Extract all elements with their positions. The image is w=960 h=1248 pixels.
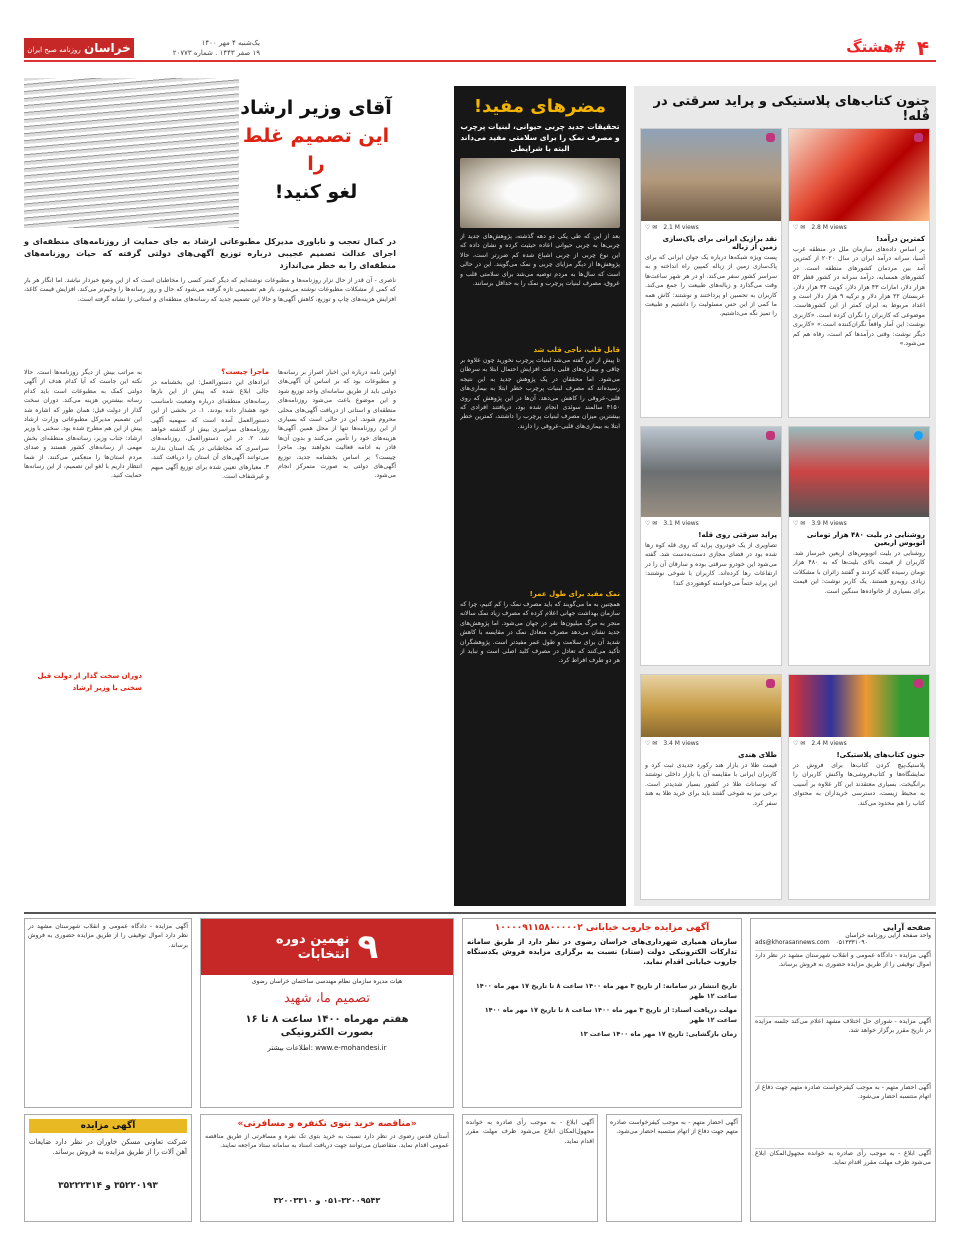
notice-item: آگهی احضار متهم - به موجب کیفرخواست صادره متهم جهت دفاع از اتهام منتسبه احضار می‌شود. <box>755 1082 931 1148</box>
layout-header: صفحه آرایی <box>882 923 931 932</box>
views-count: 3.9 M views <box>811 519 847 527</box>
post-card[interactable] <box>788 426 930 666</box>
health-intro: بعد از این که طی یکی دو دهه گذشته، پژوهش‌های جدید از چربی‌ها به چربی حیوانی اعاده حیثیت کرده و نشان داده که این نوع چربی از چربی اشباع شده کم ضررتر است، حالا پژوهش‌ها از دیگر مزایای چربی و نمک می‌گویند. این در حالی است که سال‌ها به مردم توصیه می‌شد برای سلامتی قلب و عروق، مصرف لبنیات پرچرب و نمک را به حداقل برسانند. <box>460 233 620 288</box>
auction-date-1: تاریخ انتشار در سامانه: از تاریخ ۳ مهر ماه ۱۴۰۰ ساعت ۸ تا تاریخ ۱۷ مهر ماه ۱۴۰۰ ساعت ۱۲ ظهر <box>475 982 737 1000</box>
notice-item: آگهی ابلاغ - به موجب رأی صادره به خوانده مجهول‌المکان ابلاغ می‌شود ظرف مهلت مقرر اقدام نماید. <box>755 1148 931 1208</box>
election-mode: بصورت الکترونیکی <box>280 1027 374 1038</box>
health-title: مضرهای مفید! <box>473 96 607 117</box>
health-column <box>454 86 626 906</box>
notice-item: آگهی مزایده - شورای حل اختلاف مشهد اعلام می‌کند جلسه مزایده در تاریخ مقرر برگزار خواهد شد. <box>755 1016 931 1082</box>
instagram-icon <box>766 679 775 688</box>
hashtag-column <box>634 86 936 906</box>
col-right-text: اولین نامه درباره این اخبار اصرار بر رسانه‌ها و مطبوعات بود که بر اساس آن آگهی‌های دولتی باید از طریق سامانه‌ای واحد توزیع شود و این موضوع باعث می‌شود روزنامه‌های منطقه‌ای و استانی از دریافت آگهی‌های محلی محروم شوند. این در حالی است که بسیاری از این روزنامه‌ها تنها از محل همین آگهی‌ها هزینه‌های خود را تأمین می‌کنند و بدون آن‌ها قادر به ادامه فعالیت نخواهند بود. ماجرا چیست؟ بر اساس بخشنامه جدید، توزیع آگهی‌های دولتی به صورت متمرکز انجام می‌شود. <box>278 369 396 480</box>
views-count: 2.4 M views <box>811 739 847 747</box>
article-title <box>236 94 396 206</box>
auction2-title: آگهی مزایده <box>29 1119 187 1133</box>
instagram-icon <box>766 133 775 142</box>
twitter-icon <box>914 431 923 440</box>
section1-text: تا پیش از این گفته می‌شد لبنیات پرچرب نخورید چون علاوه بر چاقی و بیماری‌های قلبی باعث افزایش احتمال ابتلا به سرطان می‌شود. اما محققان در یک پژوهش جدید به این نتیجه رسیده‌اند که مصرف لبنیات پرچرب خطر ابتلا به بیماری‌های قلبی-عروقی را کاهش می‌دهد. آن‌ها در این پژوهش که روی ۴۱۵۰ سالمند سوئدی انجام شده بود، دریافتند افرادی که بیشترین میزان مصرف لبنیات پرچرب را داشتند، کمترین خطر ابتلا به بیماری‌های قلبی-عروقی را دارند. <box>460 357 620 430</box>
bus-photo <box>789 427 929 517</box>
views-count: 3.1 M views <box>663 519 699 527</box>
section-title: #هشتگ <box>846 38 906 56</box>
election-ad <box>200 918 454 1108</box>
post-card[interactable] <box>640 128 782 418</box>
post-card[interactable] <box>788 128 930 418</box>
section2-text: همچنین به ما می‌گویند که باید مصرف نمک را کم کنیم، چرا که سازمان بهداشت جهانی اعلام کرده که مصرف زیاد نمک سالانه منجر به مرگ میلیون‌ها نفر در جهان می‌شود. اما پژوهش‌های جدید نشان می‌دهد مصرف متعادل نمک در مقایسه با کاهش شدید آن برای سلامت و طول عمر مفیدتر است. پژوهشگران تأکید می‌کنند که تعادل در مصرف کلید اصلی است و نباید از هر دو طرف افراط کرد. <box>460 601 620 665</box>
article-lead: در کمال تعجب و ناباوری مدیرکل مطبوعاتی ارشاد به جای حمایت از روزنامه‌های منطقه‌ای و اجرای عدالت تصمیم عجیبی درباره توزیع آگهی‌های دولتی گرفته که حیات روزنامه‌های منطقه‌ای را به خطر می‌اندازد <box>24 237 396 270</box>
notice-item: آگهی احضار متهم - به موجب کیفرخواست صادره متهم جهت دفاع از اتهام منتسبه احضار می‌شود. <box>606 1114 742 1222</box>
post-stats <box>789 517 929 529</box>
post-caption: پراید سرقتی روی قله! <box>698 531 777 539</box>
post-card[interactable] <box>788 674 930 900</box>
post-stats <box>789 737 929 749</box>
post-stats <box>641 737 781 749</box>
main-article <box>24 64 396 906</box>
section1-title: قابل قلب، ناجی قلب شد <box>533 346 620 354</box>
books-photo <box>789 675 929 737</box>
col-mid-text: ایرادهای این دستورالعمل: این بخشنامه در حالی ابلاغ شده که پیش از این بارها رسانه‌های منطقه‌ای درباره وضعیت نامناسب خود هشدار داده بودند. ۱. در بخشی از این دستورالعمل آمده است که سهمیه آگهی روزنامه‌های سراسری بیش از گذشته خواهد شد. ۲. در این دستورالعمل، روزنامه‌های سراسری که مخاطبانی در یک استان ندارند می‌توانند آگهی‌های آن استان را دریافت کنند. ۳. معیارهای تعیین شده برای توزیع آگهی مبهم و غیرشفاف است. <box>151 379 269 481</box>
instagram-icon <box>914 679 923 688</box>
auction2-phone: ۳۵۲۲۰۱۹۳ و ۳۵۲۲۲۳۱۴ <box>58 1181 158 1191</box>
heart-icon: ♡ ✉ <box>793 223 806 231</box>
world-map-image <box>789 129 929 221</box>
newspaper-tagline: روزنامه صبح ایران <box>27 46 81 54</box>
heart-icon: ♡ ✉ <box>645 223 658 231</box>
election-org: هیات مدیره سازمان نظام مهندسی ساختمان خراسان رضوی <box>251 978 403 985</box>
tender-ad <box>200 1114 454 1222</box>
article-col-right <box>278 368 396 898</box>
notice-item: آگهی مزایده - دادگاه عمومی و انقلاب شهرستان مشهد در نظر دارد اموال توقیفی را از طریق مزایده حضوری به فروش برساند. <box>24 918 192 1108</box>
auction-body: سازمان همیاری شهرداری‌های خراسان رضوی در نظر دارد از طریق سامانه تدارکات الکترونیکی دولت (ستاد) نسبت به برگزاری مزایده فروش یکدستگاه جاروب خیابانی اقدام نماید. <box>467 938 737 966</box>
article-col-mid <box>151 368 269 898</box>
section2-title: نمک مفید برای طول عمر! <box>529 590 620 598</box>
tender-title: «مناقصه خرید بتوی تکنفره و مسافرتی» <box>237 1119 417 1129</box>
post-caption: جنون کتاب‌های پلاستیکی! <box>836 751 925 759</box>
date-line-2: ۱۹ صفر ۱۴۴۳ . شماره ۲۰۷۷۳ <box>172 49 260 57</box>
election-slogan: تصمیم ما، شهید <box>284 991 370 1006</box>
title-line-1: آقای وزیر ارشاد <box>240 97 392 119</box>
post-card[interactable] <box>640 426 782 666</box>
car-photo <box>641 427 781 517</box>
article-col-left <box>24 368 142 898</box>
street-sweeper-auction <box>462 918 742 1108</box>
auction-ad-2 <box>24 1114 192 1222</box>
views-count: 2.1 M views <box>663 223 699 231</box>
auction-title: آگهی مزایده جاروب خیابانی ۱۰۰۰۰۹۱۱۵۸۰۰۰۰۰۲ <box>494 923 710 933</box>
article-intro: ناصری - آن قدر از حال نزار روزنامه‌ها و مطبوعات نوشته‌ایم که دیگر کمتر کسی را مخاطبان است که از این وضع خبردار نباشد. اما انگار هر بار که کمی از مشکلات مطبوعات نوشته می‌شود، باز هم تصمیمی تازه گرفته می‌شود که حال و روز رسانه‌ها را وخیم‌تر می‌کند. افزایش قیمت کاغذ، افزایش هزینه‌های چاپ و توزیع، کاهش آگهی‌ها و حالا این تصمیم جدید که رسانه‌های منطقه‌ای و استانی را نشانه گرفته است. <box>24 277 396 303</box>
title-line-3: لغو کنید! <box>274 181 358 203</box>
health-subtitle: تحقیقات جدید چربی حیوانی، لبنیات پرچرب و مصرف نمک را برای سلامتی مفید می‌داند البته با شرایطی <box>460 122 620 153</box>
col-mid-title: ماجرا چیست؟ <box>221 368 269 376</box>
election-banner <box>201 919 453 975</box>
post-stats <box>641 517 781 529</box>
subhead-1: دوران سخت گذار از دولت قبل <box>37 672 142 680</box>
heart-icon: ♡ ✉ <box>645 519 658 527</box>
gold-photo <box>641 675 781 737</box>
election-date: هفتم مهرماه ۱۴۰۰ ساعت ۸ تا ۱۶ <box>245 1014 409 1025</box>
views-count: 2.8 M views <box>811 223 847 231</box>
brand-name: خراسان <box>84 41 131 55</box>
tender-body: آستان قدس رضوی در نظر دارد نسبت به خرید بتوی تک نفره و مسافرتی از طریق مناقصه عمومی اقدام نماید. متقاضیان می‌توانند جهت دریافت اسناد به سامانه ستاد مراجعه نمایند. <box>205 1133 449 1150</box>
dateline <box>140 38 260 58</box>
post-caption: روشنایی‌ در بلیت ۴۸۰ هزار تومانی اتوبوس اربعین <box>806 531 925 547</box>
auction-date-2: مهلت دریافت اسناد: از تاریخ ۳ مهر ماه ۱۴۰۰ ساعت ۸ تا تاریخ ۱۷ مهر ماه ۱۴۰۰ ساعت ۱۲ ظهر <box>484 1006 737 1024</box>
page-number: ۴ <box>916 36 930 60</box>
title-line-2: این تصمیم غلط را <box>242 125 390 175</box>
post-caption: کمترین درآمد! <box>876 235 925 243</box>
heart-icon: ♡ ✉ <box>793 519 806 527</box>
post-caption: طلای هندی <box>738 751 777 759</box>
post-text: پست ویژه شبکه‌ها درباره یک جوان ایرانی که برای پاک‌سازی زمین از زباله کمپین راه انداخته و به سراسر کشور سفر می‌کند. او در هر شهر ساعت‌ها وقت می‌گذارد و زباله‌های طبیعت را جمع می‌کند. کاربران به تحسین او پرداختند و نوشتند: کاش همه ما کمی از این حس مسئولیت را داشتیم و طبیعت را تمیز نگه می‌داشتیم. <box>645 254 777 318</box>
instagram-icon <box>766 431 775 440</box>
hashtag-headline: جنون کتاب‌های پلاستیکی و پراید سرقتی در قُله! <box>653 94 930 124</box>
views-count: 3.4 M views <box>663 739 699 747</box>
contact-phone: ۰۵۱۳۳۳۱۰۹۰ <box>835 939 868 946</box>
tender-phone: ۰۵۱-۳۲۰۰۹۵۴۳ و ۳۲۰۰۳۳۱۰ <box>273 1196 381 1205</box>
post-caption: نقد برازیک ایرانی برای پاک‌سازی زمین از زباله <box>662 235 777 251</box>
election-title-1: نهمین دوره <box>275 932 350 947</box>
post-text: قیمت طلا در بازار هند رکورد جدیدی ثبت کرد و کاربران ایرانی با مقایسه آن با بازار داخلی نوشتند که نوسانات طلا در کشور بسیار شدیدتر است. برخی نیز به شوخی گفتند باید برای خرید طلا به هند سفر کرد. <box>645 762 777 807</box>
heart-icon: ♡ ✉ <box>793 739 806 747</box>
date-line-1: یک‌شنبه ۴ مهر ۱۴۰۰ <box>201 39 260 47</box>
yogurt-image <box>460 158 620 228</box>
election-number: ۹ <box>357 927 379 967</box>
post-text: تصاویری از یک خودروی پراید که روی قله کوه رها شده بود در فضای مجازی دست‌به‌دست شد. گفته می‌شود این خودرو سرقتی بوده و سارقان آن را در ارتفاعات رها کرده‌اند. کاربران با شوخی نوشتند: این پراید حتماً می‌خواسته کوهنوردی کند! <box>645 542 777 587</box>
notices-column <box>750 918 936 1222</box>
notice-item: آگهی مزایده - دادگاه عمومی و انقلاب شهرستان مشهد در نظر دارد اموال توقیفی را از طریق مزایده حضوری به فروش برساند. <box>755 950 931 1016</box>
heart-icon: ♡ ✉ <box>645 739 658 747</box>
cleanup-photo <box>641 129 781 221</box>
post-text: پلاستیک‌پیچ کردن کتاب‌ها برای فروش در نمایشگاه‌ها و کتاب‌فروشی‌ها واکنش کاربران را برانگیخت. بسیاری معتقدند این کار علاوه بر آسیب به محیط زیست، دسترسی خریداران به محتوای کتاب را هم محدود می‌کند. <box>793 762 925 807</box>
post-card[interactable] <box>640 674 782 900</box>
subhead-2: سخنی با وزیر ارشاد <box>72 684 142 692</box>
auction-date-3: زمان بازگشایی: تاریخ ۱۷ مهر ماه ۱۴۰۰ ساعت ۱۳ <box>579 1030 737 1038</box>
post-stats <box>641 221 781 233</box>
newspaper-logo <box>24 38 134 58</box>
layout-sub: واحد صفحه آرایی روزنامه خراسان <box>845 932 931 939</box>
col-left-text: به مراتب بیش از دیگر روزنامه‌ها است. حالا نکته این جاست که آیا کدام هدف از آگهی دولتی کمک به مطبوعات است باید کدام رسانه بیشترین هزینه می‌کند. دوران سخت گذار از دولت قبل: همان طور که اشاره شد این تصمیم مدیرکل مطبوعاتی وزارت ارشاد پیش از این هم مطرح شده بود. سخنی با وزیر ارشاد: جناب وزیر، رسانه‌های منطقه‌ای بخش مهمی از رسانه‌های کشور هستند و صدای مردم استان‌ها را منعکس می‌کنند. از شما انتظار داریم با لغو این تصمیم، از این رسانه‌ها حمایت کنید. <box>24 369 142 480</box>
classifieds-area <box>24 912 936 1224</box>
post-text: روشنایی در بلیت اتوبوس‌های اربعین خبرساز شد. کاربران از قیمت بالای بلیت‌ها که به ۴۸۰ هزار تومان رسیده گلایه کردند و گفتند زائران با مشکلات زیادی روبه‌رو هستند. یک کاربر نوشت: این قیمت برای بسیاری از خانواده‌ها سنگین است. <box>793 550 925 595</box>
layout-contact <box>755 939 931 946</box>
page-header <box>24 36 936 62</box>
post-text: بر اساس داده‌های سازمان ملل در منطقه غرب آسیا، سرانه درآمد ایران در سال ۲۰۲۰ از کمترین آمد بین مردمان کشورهای منطقه است. در کشورهای همسایه، درآمد سرانه در کشور قطر ۵۲ هزار دلار، امارات ۴۳ هزار دلار، کویت ۳۴ هزار دلار، عربستان ۲۲ هزار دلار و ترکیه ۹ هزار دلار است و اعداد مربوط به ایران کمتر از این کشورهاست. موضوعی که کاربران را نگران کرده است. «کاربری نوشت: این آمار واقعاً نگران‌کننده است.» «کاربری دیگر نوشت: وقتی درآمدها کم است، رفاه هم کم می‌شود.» <box>793 246 925 348</box>
notice-item: آگهی ابلاغ - به موجب رأی صادره به خوانده مجهول‌المکان ابلاغ می‌شود ظرف مهلت مقرر اقدام نماید. <box>462 1114 598 1222</box>
contact-email: ads@khorasannews.com <box>755 939 830 946</box>
newspaper-stack-image <box>24 78 239 228</box>
post-stats <box>789 221 929 233</box>
auction2-body: شرکت تعاونی مسکن خاوران در نظر دارد ضایعات آهن آلات را از طریق مزایده به فروش برساند. <box>29 1138 187 1156</box>
instagram-icon <box>914 133 923 142</box>
election-title-2: انتخابات <box>297 947 350 962</box>
election-info: اطلاعات بیشتر: www.e-mohandesi.ir <box>267 1044 387 1052</box>
